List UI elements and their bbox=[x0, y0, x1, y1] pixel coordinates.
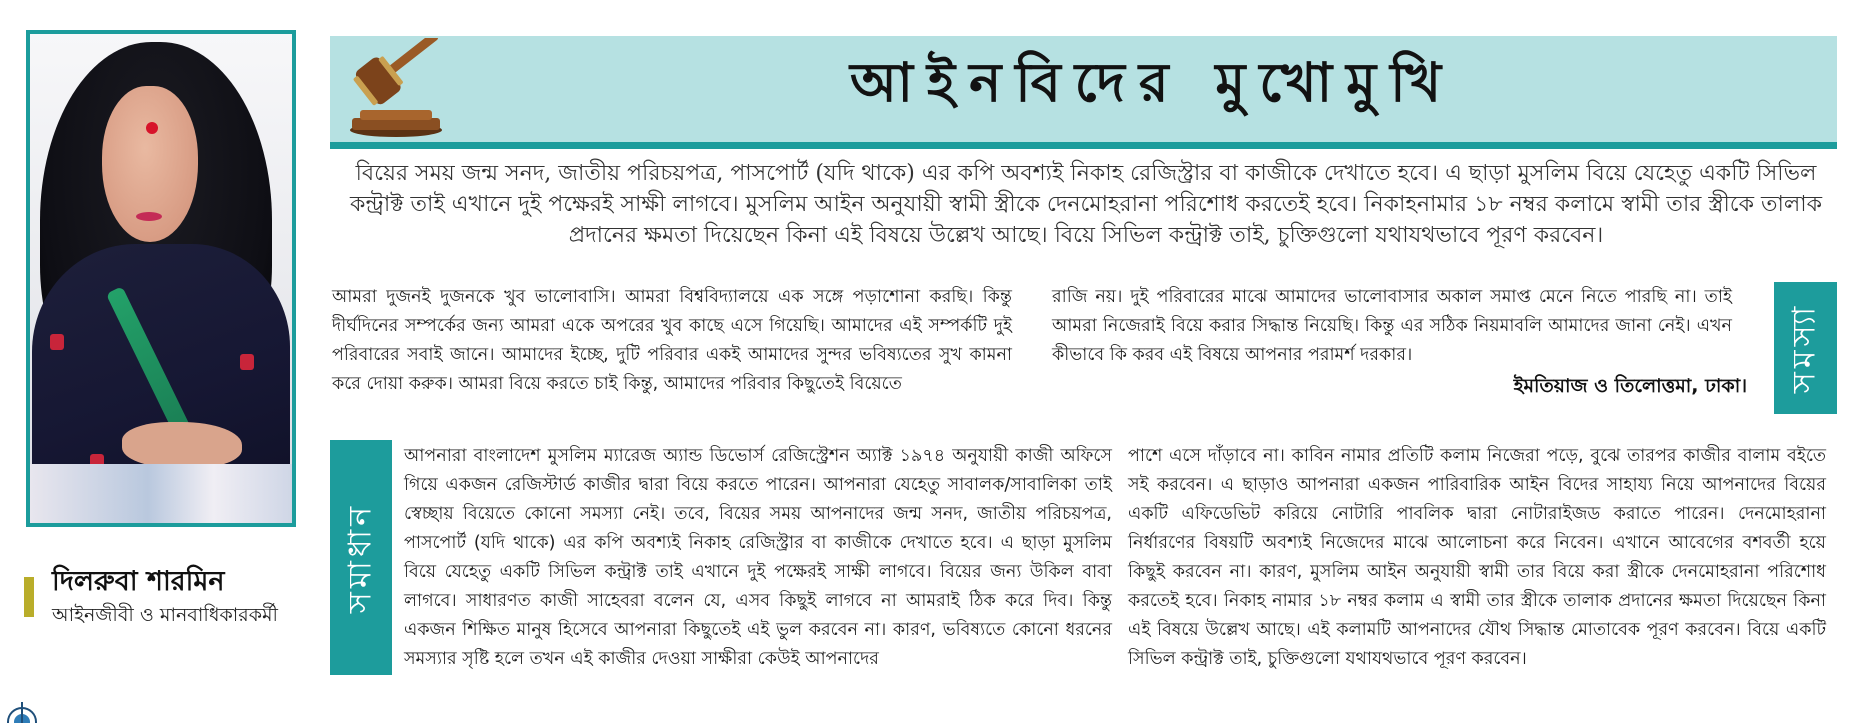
photo-hand bbox=[122, 422, 242, 468]
solution-label-text: সমাধান bbox=[340, 502, 379, 613]
author-photo bbox=[26, 30, 296, 527]
photo-bindi bbox=[146, 122, 158, 134]
problem-label bbox=[1774, 282, 1837, 414]
photo-saree-dot bbox=[50, 334, 64, 350]
solution-text-left: আপনারা বাংলাদেশ মুসলিম ম্যারেজ অ্যান্ড ডিভোর্স রেজিস্ট্রেশন অ্যাক্ট ১৯৭৪ অনুযায়ী কাজী অফিসে গিয়ে একজন রেজিস্টার্ড কাজীর দ্বারা বিয়ে করতে পারেন। আপনারা যেহেতু সাবালক/সাবালিকা তাই স্বেচ্ছায় বিয়েতে কোনো সমস্যা নেই। তবে, বিয়ের সময় আপনাদের জন্ম সনদ, জাতীয় পরিচয়পত্র, পাসপোর্ট (যদি থাকে) এর কপি অবশ্যই নিকাহ রেজিস্ট্রার বা কাজীকে দেখাতে হবে। এ ছাড়া মুসলিম বিয়ে যেহেতু একটি সিভিল কন্ট্রাক্ট তাই এখানে দুই পক্ষেরই সাক্ষী লাগবে। বিয়ের জন্য উকিল বাবা লাগবে। সাধারণত কাজী সাহেবরা বলেন যে, এসব কিছুই লাগবে না আমরাই ঠিক করে দিব। কিন্তু একজন শিক্ষিত মানুষ হিসেবে আপনারা কিছুতেই এই ভুল করবেন না। কারণ, ভবিষ্যতে কোনো ধরনের সমস্যার সৃষ্টি হলে তখন এই কাজীর দেওয়া সাক্ষীরা কেউই আপনাদের bbox=[404, 446, 1112, 669]
solution-label bbox=[330, 440, 392, 675]
author-name: দিলরুবা শারমিন bbox=[52, 566, 225, 597]
problem-text-right: রাজি নয়। দুই পরিবারের মাঝে আমাদের ভালোবাসার অকাল সমাপ্ত মেনে নিতে পারছি না। তাই আমরা নিজেরাই বিয়ে করার সিদ্ধান্ত নিয়েছি। কিন্তু এর সঠিক নিয়মাবলি আমাদের জানা নেই। এখন কীভাবে কি করব এই বিষয়ে আপনার পরামর্শ দরকার। bbox=[1052, 287, 1732, 365]
problem-signature: ইমতিয়াজ ও তিলোত্তমা, ঢাকা। bbox=[1513, 375, 1747, 397]
solution-text-right: পাশে এসে দাঁড়াবে না। কাবিন নামার প্রতিটি কলাম নিজেরা পড়ে, বুঝে তারপর কাজীর বালাম বইতে সই করবেন। এ ছাড়াও আপনারা একজন পারিবারিক আইন বিদের সাহায্য নিয়ে আপনাদের বিয়ের একটি এফিডেভিট করিয়ে নোটারি পাবলিক দ্বারা নোটারাইজড করাতে পারেন। দেনমোহরানা নির্ধারণের বিষয়টি অবশ্যই নিজেদের মাঝে আলোচনা করে নিবেন। এখানে আবেগের বশবর্তী হয়ে কিছুই করবেন না। কারণ, মুসলিম আইন অনুযায়ী স্বামী তার বিয়ে করা স্ত্রীকে দেনমোহরানা পরিশোধ করতেই হবে। নিকাহ নামার ১৮ নম্বর কলাম এ স্বামী তার স্ত্রীকে তালাক প্রদানের ক্ষমতা দিয়েছেন কিনা এই বিষয়ে উল্লেখ আছে। এই কলামটি আপনাদের যৌথ সিদ্ধান্ত মোতাবেক পূরণ করবেন। বিয়ে একটি সিভিল কন্ট্রাক্ট তাই, চুক্তিগুলো যথাযথভাবে পূরণ করবেন। bbox=[1128, 446, 1826, 669]
author-title: আইনজীবী ও মানবাধিকারকর্মী bbox=[52, 604, 278, 626]
problem-label-text: সমস্যা bbox=[1784, 302, 1823, 394]
problem-text-left: আমরা দুজনই দুজনকে খুব ভালোবাসি। আমরা বিশ্ববিদ্যালয়ে এক সঙ্গে পড়াশোনা করছি। কিন্তু দীর্ঘদিনের সম্পর্কের জন্য আমরা একে অপরের খুব কাছে এসে গিয়েছি। আমাদের এই সম্পর্কটি দুই পরিবারের সবাই জানে। আমাদের ইচ্ছে, দুটি পরিবার একই আমাদের সুন্দর ভবিষ্যতের সুখ কামনা করে দোয়া করুক। আমরা বিয়ে করতে চাই কিন্তু, আমাদের পরিবার কিছুতেই বিয়েতে bbox=[332, 287, 1012, 394]
photo-saree-dot bbox=[240, 354, 254, 370]
summary-paragraph: বিয়ের সময় জন্ম সনদ, জাতীয় পরিচয়পত্র, পাসপোর্ট (যদি থাকে) এর কপি অবশ্যই নিকাহ রেজিস্ট্রার বা কাজীকে দেখাতে হবে। এ ছাড়া মুসলিম বিয়ে যেহেতু একটি সিভিল কন্ট্রাক্ট তাই এখানে দুই পক্ষেরই সাক্ষী লাগবে। মুসলিম আইন অনুযায়ী স্বামী স্ত্রীকে দেনমোহরানা পরিশোধ করতেই হবে। নিকাহনামার ১৮ নম্বর কলামে স্বামী তার স্ত্রীকে তালাক প্রদানের ক্ষমতা দিয়েছেন কিনা এই বিষয়ে উল্লেখ আছে। বিয়ে সিভিল কন্ট্রাক্ট তাই, চুক্তিগুলো যথাযথভাবে পূরণ করবেন। bbox=[349, 161, 1823, 248]
gavel-icon bbox=[334, 38, 446, 140]
photo-magazine bbox=[30, 464, 292, 524]
column-header bbox=[330, 36, 1837, 149]
photo-lips bbox=[136, 212, 162, 221]
header-title: আইনবিদের মুখোমুখি bbox=[850, 51, 1456, 114]
compass-logo-icon bbox=[4, 700, 40, 723]
author-accent-bar bbox=[24, 577, 34, 617]
